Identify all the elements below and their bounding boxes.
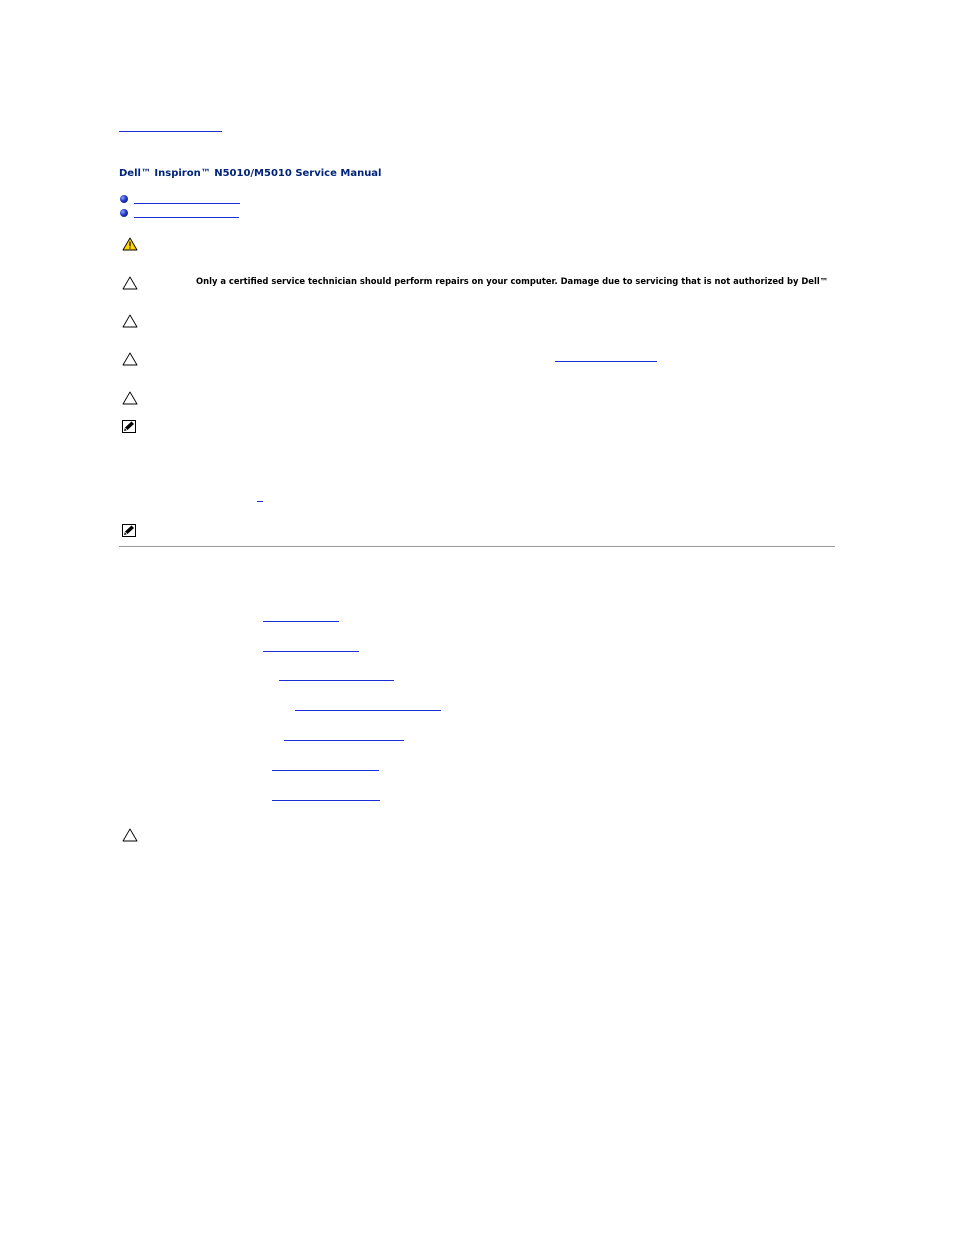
- step-link-7[interactable]: [272, 800, 380, 801]
- blue-bullet-icon: [120, 195, 128, 203]
- blue-bullet-icon: [120, 209, 128, 217]
- back-to-contents-link[interactable]: [119, 131, 222, 132]
- warning-triangle-icon: [122, 237, 138, 251]
- note-pencil-icon: [122, 524, 136, 537]
- inline-reference-link[interactable]: [257, 501, 263, 502]
- caution-triangle-icon: [122, 828, 138, 842]
- step-link-5[interactable]: [284, 740, 404, 741]
- caution-notice-text: Only a certified service technician should perform repairs on your computer. Damage due to servicing that is not authorized by Dell™: [196, 276, 829, 286]
- caution-triangle-icon: [122, 352, 138, 366]
- caution-triangle-icon: [122, 276, 138, 290]
- caution-triangle-icon: [122, 391, 138, 405]
- section-link-2[interactable]: [134, 217, 239, 218]
- step-link-2[interactable]: [263, 651, 359, 652]
- note-pencil-icon: [122, 420, 136, 433]
- step-link-6[interactable]: [272, 770, 379, 771]
- section-link-1[interactable]: [134, 203, 240, 204]
- step-link-4[interactable]: [295, 710, 441, 711]
- caution-triangle-icon: [122, 314, 138, 328]
- step-link-3[interactable]: [279, 680, 394, 681]
- section-divider: [119, 546, 835, 547]
- caution-reference-link[interactable]: [555, 361, 657, 362]
- step-link-1[interactable]: [263, 621, 339, 622]
- manual-title: Dell™ Inspiron™ N5010/M5010 Service Manual: [119, 168, 382, 179]
